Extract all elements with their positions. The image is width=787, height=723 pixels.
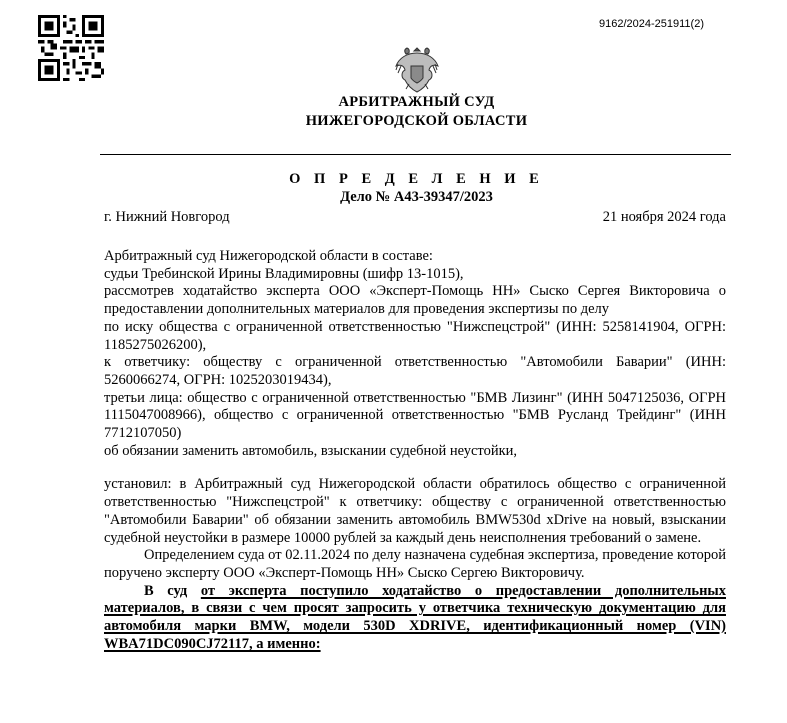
paragraph-defendant: к ответчику: обществу с ограниченной ответственностью "Автомобили Баварии" (ИНН: 5260066274, ОГРН: 1025203019434), (104, 354, 726, 388)
city: г. Нижний Новгород (104, 209, 230, 225)
document-id: 9162/2024-251911(2) (599, 18, 704, 30)
paragraph-request (104, 583, 726, 654)
paragraph-expertise: Определением суда от 02.11.2024 по делу назначена судебная экспертиза, проведение которой поручено эксперту ООО «Эксперт-Помощь НН» Сыско Сергею Викторовичу. (104, 547, 726, 581)
coat-of-arms-icon (393, 44, 441, 94)
qr-code (38, 15, 104, 81)
paragraph-composition: Арбитражный суд Нижегородской области в составе: (104, 248, 433, 264)
case-number: Дело № А43-39347/2023 (340, 189, 493, 205)
paragraph-subject: об обязании заменить автомобиль, взыскании судебной неустойки, (104, 442, 518, 459)
paragraph-considered: рассмотрев ходатайство эксперта ООО «Эксперт-Помощь НН» Сыско Сергея Викторовича о предоставлении дополнительных материалов для проведения экспертизы по делу (104, 283, 726, 318)
header-divider (100, 154, 731, 155)
request-underlined: от эксперта поступило ходатайство о предоставлении дополнительных материалов, в связи с чем просят запросить у ответчика техническую документацию для автомобиля марки BMW, модели 530D XDRIVE, идентификационный номер (VIN) WBA71DC090CJ72117, а именно: (104, 582, 726, 652)
paragraph-claimant: по иску общества с ограниченной ответственностью "Нижспецстрой" (ИНН: 5258141904, ОГРН: 1185275026200), (104, 318, 726, 353)
paragraph-judge: судьи Требинской Ирины Владимировны (шифр 13-1015), (104, 265, 464, 282)
document-body (104, 248, 726, 653)
document-title: О П Р Е Д Е Л Е Н И Е (289, 171, 544, 187)
court-name-line1: АРБИТРАЖНЫЙ СУД (338, 94, 495, 110)
court-name-line2: НИЖЕГОРОДСКОЙ ОБЛАСТИ (305, 113, 528, 129)
paragraph-established: установил: в Арбитражный суд Нижегородской области обратилось общество с ограниченной ответственностью "Нижспецстрой" к ответчику: обществу с ограниченной ответственностью "Автомобили Баварии" об обязании заменить автомобиль BMW530d xDrive на новый, взыскании судебной неустойки в размере 10000 рублей за каждый день неисполнения требований о замене. (104, 476, 726, 546)
request-lead: В суд (144, 582, 201, 599)
paragraph-third-parties: третьи лица: общество с ограниченной ответственностью "БМВ Лизинг" (ИНН 5047125036, ОГРН 1115047008966), общество с ограниченной ответственностью "БМВ Русланд Трейдинг" (ИНН 7712107050) (104, 389, 726, 442)
date: 21 ноября 2024 года (602, 209, 726, 225)
